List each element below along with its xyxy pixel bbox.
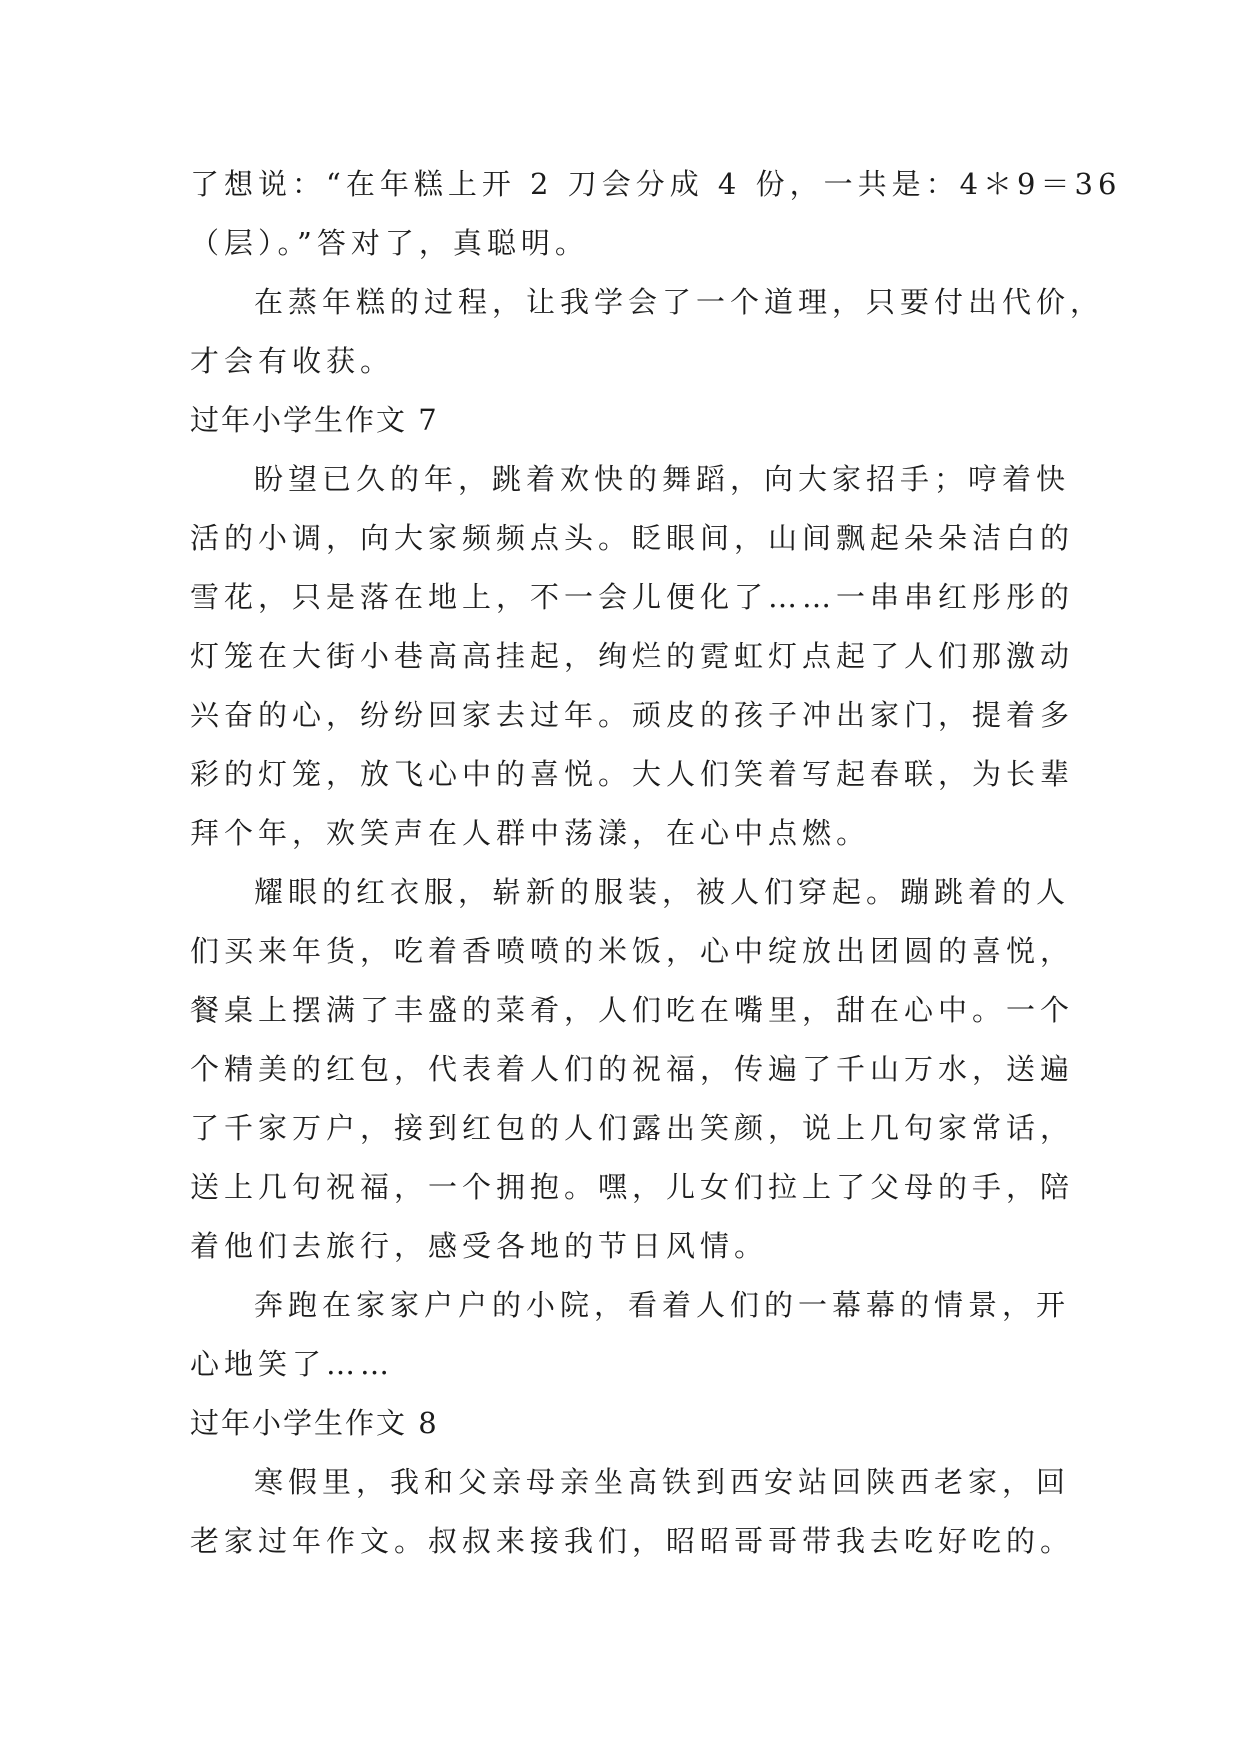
section-heading: 过年小学生作文 7 [190,403,439,437]
text-line: 着他们去旅行，感受各地的节日风情。 [190,1229,769,1263]
text-line: 彩的灯笼，放飞心中的喜悦。大人们笑着写起春联，为长辈 [190,757,1075,791]
text-line: 雪花，只是落在地上，不一会儿便化了……一串串红彤彤的 [190,580,1075,614]
text-line: 送上几句祝福，一个拥抱。嘿，儿女们拉上了父母的手，陪 [190,1170,1075,1204]
text-line: 了想说：“在年糕上开 2 刀会分成 4 份，一共是：4＊9＝36 [190,167,1122,201]
text-line: 餐桌上摆满了丰盛的菜肴，人们吃在嘴里，甜在心中。一个 [190,993,1075,1027]
text-line: 耀眼的红衣服，崭新的服装，被人们穿起。蹦跳着的人 [254,875,1071,909]
text-line: 老家过年作文。叔叔来接我们，昭昭哥哥带我去吃好吃的。 [190,1524,1075,1558]
text-line: 心地笑了…… [190,1347,395,1381]
text-line: 盼望已久的年，跳着欢快的舞蹈，向大家招手；哼着快 [254,462,1071,496]
text-line: 个精美的红包，代表着人们的祝福，传遍了千山万水，送遍 [190,1052,1075,1086]
text-line: 灯笼在大街小巷高高挂起，绚烂的霓虹灯点起了人们那激动 [190,639,1075,673]
text-line: 才会有收获。 [190,344,395,378]
section-heading: 过年小学生作文 8 [190,1406,439,1440]
text-line: 们买来年货，吃着香喷喷的米饭，心中绽放出团圆的喜悦， [190,934,1075,968]
text-line: （层）。”答对了，真聪明。 [190,226,589,260]
document-body [190,155,1122,1571]
text-line: 了千家万户，接到红包的人们露出笑颜，说上几句家常话， [190,1111,1075,1145]
text-line: 拜个年，欢笑声在人群中荡漾，在心中点燃。 [190,816,871,850]
text-line: 活的小调，向大家频频点头。眨眼间，山间飘起朵朵洁白的 [190,521,1075,555]
text-line: 兴奋的心，纷纷回家去过年。顽皮的孩子冲出家门，提着多 [190,698,1075,732]
text-line: 奔跑在家家户户的小院，看着人们的一幕幕的情景，开 [254,1288,1071,1322]
text-line: 寒假里，我和父亲母亲坐高铁到西安站回陕西老家，回 [254,1465,1071,1499]
text-line: 在蒸年糕的过程，让我学会了一个道理，只要付出代价， [254,285,1105,319]
